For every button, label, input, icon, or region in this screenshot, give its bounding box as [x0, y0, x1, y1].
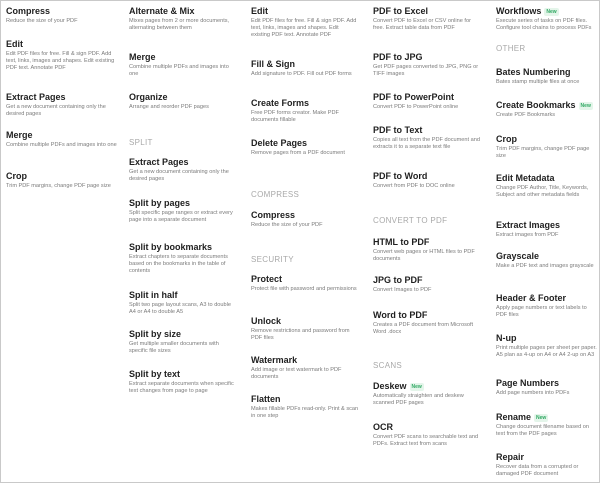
tool-title: Split by bookmarks: [129, 242, 213, 252]
tool-link-flatten[interactable]: [251, 394, 359, 420]
tool-title: Split by size: [129, 329, 182, 339]
tool-link-pdf-to-jpg[interactable]: [373, 52, 483, 78]
tool-title: Edit: [6, 39, 23, 49]
tool-title: Crop: [6, 171, 27, 181]
tool-link-rename[interactable]: [496, 412, 598, 438]
tool-description: Trim PDF margins, change PDF page size: [496, 146, 590, 159]
section-heading-scans: SCANS: [373, 361, 403, 370]
tool-title: Unlock: [251, 316, 282, 326]
tool-title: Organize: [129, 92, 168, 102]
tool-title: Word to PDF: [373, 310, 428, 320]
tool-description: Combine multiple PDFs and images into one: [6, 142, 117, 148]
tool-title: PDF to Excel: [373, 6, 429, 16]
tool-description: Bates stamp multiple files at once: [496, 79, 580, 85]
tool-link-fill-and-sign[interactable]: [251, 59, 359, 78]
tool-title: PDF to Word: [373, 171, 428, 181]
new-badge: New: [536, 415, 547, 421]
tool-title: HTML to PDF: [373, 237, 430, 247]
tool-link-pdf-to-word[interactable]: [373, 171, 483, 190]
tool-title: Repair: [496, 452, 525, 462]
tools-mega-menu: [1, 1, 599, 482]
tool-description: Remove pages from a PDF document: [251, 150, 345, 156]
tool-description: Protect file with password and permissions: [251, 286, 357, 292]
tool-description: Make a PDF text and images grayscale: [496, 263, 594, 269]
tool-description: Get a new document containing only the desired pages: [6, 104, 106, 117]
tool-link-protect[interactable]: [251, 274, 359, 293]
tool-description: Trim PDF margins, change PDF page size: [6, 183, 111, 189]
section-heading-convert-to-pdf: CONVERT TO PDF: [373, 216, 448, 225]
tool-description: Create PDF Bookmarks: [496, 112, 556, 118]
tool-link-crop[interactable]: [496, 134, 598, 160]
tool-description: Automatically straighten and deskew scanned PDF pages: [373, 393, 464, 406]
tool-title: Split in half: [129, 290, 178, 300]
tool-link-n-up[interactable]: [496, 333, 598, 359]
tool-link-unlock[interactable]: [251, 316, 359, 342]
section-heading-compress: COMPRESS: [251, 190, 300, 199]
tool-title: Compress: [251, 210, 296, 220]
tool-title: Create Bookmarks: [496, 100, 576, 110]
tool-title: Extract Pages: [6, 92, 66, 102]
tool-link-compress[interactable]: [6, 6, 118, 25]
tool-title: Extract Pages: [129, 157, 189, 167]
tool-description: Edit PDF files for free. Fill & sign PDF. Add text, links, images and shapes. Edit existing PDF text. Annotate PDF: [251, 18, 357, 38]
tool-title: Page Numbers: [496, 378, 560, 388]
tool-link-merge[interactable]: [6, 130, 118, 149]
tool-link-create-forms[interactable]: [251, 98, 359, 124]
tool-link-ocr[interactable]: [373, 422, 483, 448]
tool-description: Print multiple pages per sheet per paper. A5 plan as 4-up on A4 or A4 2-up on A3: [496, 345, 597, 358]
tool-description: Convert PDF to PowerPoint online: [373, 104, 459, 110]
tool-title: Merge: [129, 52, 156, 62]
tool-link-split-by-size[interactable]: [129, 329, 237, 355]
tool-description: Reduce the size of your PDF: [6, 18, 78, 24]
tool-description: Execute series of tasks on PDF files. Configure tool chains to process PDFs: [496, 18, 592, 31]
section-heading-security: SECURITY: [251, 255, 294, 264]
tool-description: Get PDF pages converted to JPG, PNG or TIFF images: [373, 64, 479, 77]
tool-description: Change PDF Author, Title, Keywords, Subject and other metadata fields: [496, 185, 589, 198]
tool-title: Workflows: [496, 6, 542, 16]
tool-link-pdf-to-excel[interactable]: [373, 6, 483, 32]
tool-link-split-by-text[interactable]: [129, 369, 237, 395]
tool-link-pdf-to-text[interactable]: [373, 125, 483, 151]
tool-description: Convert web pages or HTML files to PDF documents: [373, 249, 475, 262]
tool-link-pdf-to-powerpoint[interactable]: [373, 92, 483, 111]
tool-description: Add page numbers into PDFs: [496, 390, 570, 396]
tool-link-grayscale[interactable]: [496, 251, 598, 270]
tool-title: Crop: [496, 134, 517, 144]
tool-description: Free PDF forms creator. Make PDF documents fillable: [251, 110, 339, 123]
tool-link-alternate-and-mix[interactable]: [129, 6, 237, 32]
tool-link-create-bookmarks[interactable]: [496, 100, 598, 119]
tool-title: Alternate & Mix: [129, 6, 195, 16]
tool-title: Split by text: [129, 369, 181, 379]
tool-title: Merge: [6, 130, 33, 140]
tool-description: Split specific page ranges or extract every page into a separate document: [129, 210, 233, 223]
tool-title: Grayscale: [496, 251, 540, 261]
tool-link-organize[interactable]: [129, 92, 237, 111]
tool-link-extract-images[interactable]: [496, 220, 598, 239]
tool-title: Edit Metadata: [496, 173, 555, 183]
tool-description: Get a new document containing only the desired pages: [129, 169, 229, 182]
tool-title: Rename: [496, 412, 532, 422]
tool-link-merge[interactable]: [129, 52, 237, 78]
tool-description: Extract separate documents when specific text changes from page to page: [129, 381, 234, 394]
tool-title: Edit: [251, 6, 268, 16]
new-badge: New: [546, 9, 557, 15]
tool-link-compress[interactable]: [251, 210, 359, 229]
tool-link-edit[interactable]: [6, 39, 118, 71]
tool-description: Convert PDF scans to searchable text and PDFs. Extract text from scans: [373, 434, 479, 447]
tool-title: Protect: [251, 274, 283, 284]
tool-description: Copies all text from the PDF document and extracts it to a separate text file: [373, 137, 480, 150]
tool-title: Extract Images: [496, 220, 561, 230]
tool-link-edit[interactable]: [251, 6, 359, 38]
tool-link-crop[interactable]: [6, 171, 118, 190]
tool-description: Convert Images to PDF: [373, 287, 432, 293]
tool-description: Arrange and reorder PDF pages: [129, 104, 209, 110]
tool-description: Edit PDF files for free. Fill & sign PDF. Add text, links, images and shapes. Edit existing PDF text. Annotate PDF: [6, 51, 115, 71]
new-badge: New: [411, 384, 422, 390]
tool-title: Delete Pages: [251, 138, 308, 148]
tool-link-repair[interactable]: [496, 452, 598, 478]
tool-link-split-in-half[interactable]: [129, 290, 237, 316]
tool-title: JPG to PDF: [373, 275, 423, 285]
tool-link-page-numbers[interactable]: [496, 378, 598, 397]
tool-description: Split two page layout scans, A3 to double A4 or A4 to double A5: [129, 302, 231, 315]
tool-description: Makes fillable PDFs read-only. Print & scan in one step: [251, 406, 359, 419]
tool-description: Change document filename based on text from the PDF pages: [496, 424, 589, 437]
tool-description: Mixes pages from 2 or more documents, alternating between them: [129, 18, 230, 31]
tool-title: Deskew: [373, 381, 407, 391]
tool-link-bates-numbering[interactable]: [496, 67, 598, 86]
tool-title: Watermark: [251, 355, 298, 365]
tool-link-watermark[interactable]: [251, 355, 359, 381]
tool-link-workflows[interactable]: [496, 6, 598, 32]
tool-title: PDF to PowerPoint: [373, 92, 454, 102]
tool-link-split-by-pages[interactable]: [129, 198, 237, 224]
tool-link-html-to-pdf[interactable]: [373, 237, 483, 263]
section-heading-other: OTHER: [496, 44, 526, 53]
tool-title: Split by pages: [129, 198, 191, 208]
tool-link-jpg-to-pdf[interactable]: [373, 275, 483, 294]
new-badge: New: [580, 103, 591, 109]
tool-title: Header & Footer: [496, 293, 567, 303]
tool-title: Flatten: [251, 394, 281, 404]
tool-description: Apply page numbers or text labels to PDF files: [496, 305, 587, 318]
tool-description: Reduce the size of your PDF: [251, 222, 323, 228]
tool-link-delete-pages[interactable]: [251, 138, 359, 157]
tool-description: Extract images from PDF: [496, 232, 559, 238]
tool-description: Convert from PDF to DOC online: [373, 183, 455, 189]
tool-description: Add image or text watermark to PDF documents: [251, 367, 342, 380]
tool-description: Get multiple smaller documents with specific file sizes: [129, 341, 219, 354]
tool-description: Recover data from a corrupted or damaged PDF document: [496, 464, 579, 477]
tool-description: Creates a PDF document from Microsoft Word .docx: [373, 322, 474, 335]
tool-title: Bates Numbering: [496, 67, 571, 77]
tool-description: Add signature to PDF. Fill out PDF forms: [251, 71, 352, 77]
tool-title: Compress: [6, 6, 51, 16]
tool-description: Extract chapters to separate documents based on the bookmarks in the table of contents: [129, 254, 228, 274]
tool-title: PDF to JPG: [373, 52, 423, 62]
tool-link-extract-pages[interactable]: [6, 92, 118, 118]
tool-title: N-up: [496, 333, 517, 343]
section-heading-split: SPLIT: [129, 138, 153, 147]
tool-title: Fill & Sign: [251, 59, 295, 69]
tool-title: Create Forms: [251, 98, 310, 108]
tool-link-edit-metadata[interactable]: [496, 173, 598, 199]
tool-description: Remove restrictions and password from PDF files: [251, 328, 350, 341]
tool-link-word-to-pdf[interactable]: [373, 310, 483, 336]
tool-link-extract-pages[interactable]: [129, 157, 237, 183]
tool-title: PDF to Text: [373, 125, 423, 135]
tool-title: OCR: [373, 422, 393, 432]
tool-link-deskew[interactable]: [373, 381, 483, 407]
tool-link-split-by-bookmarks[interactable]: [129, 242, 237, 274]
tool-description: Convert PDF to Excel or CSV online for free. Extract table data from PDF: [373, 18, 471, 31]
tool-link-header-and-footer[interactable]: [496, 293, 598, 319]
tool-description: Combine multiple PDFs and images into one: [129, 64, 229, 77]
